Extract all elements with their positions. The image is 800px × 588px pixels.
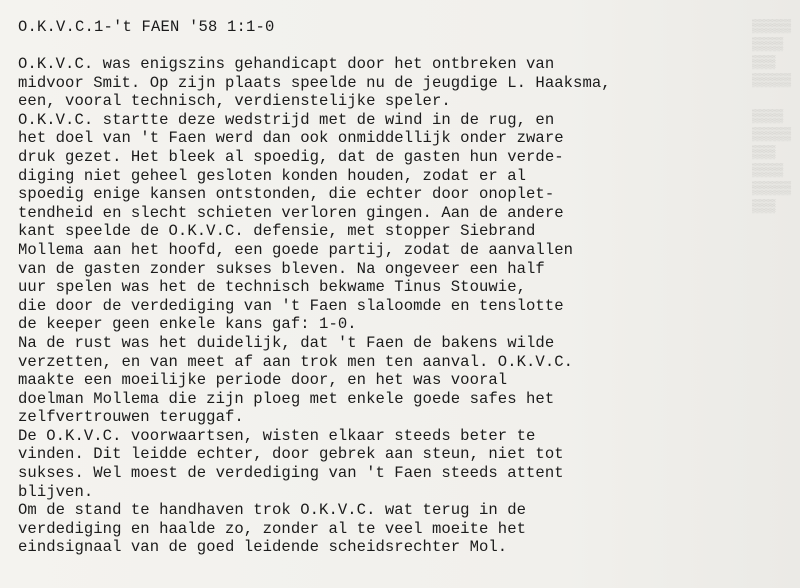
report-line: spoedig enige kansen ontstonden, die echter door onoplet- [18, 185, 555, 204]
report-line: blijven. [18, 482, 94, 501]
report-line: de keeper geen enkele kans gaf: 1-0. [18, 315, 357, 334]
report-line: kant speelde de O.K.V.C. defensie, met stopper Siebrand [18, 222, 536, 241]
report-line: verzetten, en van meet af aan trok men ten aanval. O.K.V.C. [18, 352, 574, 371]
report-line: druk gezet. Het bleek al spoedig, dat de gasten hun verde- [18, 147, 564, 166]
report-line: midvoor Smit. Op zijn plaats speelde nu de jeugdige L. Haaksma, [18, 73, 611, 92]
report-line: sukses. Wel moest de verdediging van 't Faen steeds attent [18, 464, 564, 483]
report-line: zelfvertrouwen teruggaf. [18, 408, 244, 427]
report-line: het doel van 't Faen werd dan ook onmiddellijk onder zware [18, 129, 564, 148]
report-line: een, vooral technisch, verdienstelijke speler. [18, 92, 451, 111]
report-line: tendheid en slecht schieten verloren gingen. Aan de andere [18, 203, 564, 222]
report-line: O.K.V.C. startte deze wedstrijd met de wind in de rug, en [18, 110, 555, 129]
bleed-through-text: ▒▒▒▒▒ ▒▒▒▒ ▒▒▒ ▒▒▒▒▒ ▒▒▒▒ ▒▒▒▒▒ ▒▒▒ ▒▒▒▒ ▒▒▒▒▒ ▒▒▒ [752, 19, 792, 214]
match-report [18, 55, 758, 557]
report-line: van de gasten zonder sukses bleven. Na ongeveer een half [18, 259, 545, 278]
report-line: Mollema aan het hoofd, een goede partij, zodat de aanvallen [18, 240, 574, 259]
match-headline: O.K.V.C.1-'t FAEN '58 1:1-0 [18, 18, 275, 36]
report-line: doelman Mollema die zijn ploeg met enkele goede safes het [18, 389, 555, 408]
report-line: diging niet geheel gesloten konden houden, zodat er al [18, 166, 527, 185]
report-line: uur spelen was het de technisch bekwame Tinus Stouwie, [18, 278, 527, 297]
report-line: Om de stand te handhaven trok O.K.V.C. wat terug in de [18, 501, 527, 520]
report-line: verdediging en haalde zo, zonder al te veel moeite het [18, 519, 527, 538]
report-line: maakte een moeilijke periode door, en het was vooral [18, 371, 508, 390]
report-line: Na de rust was het duidelijk, dat 't Faen de bakens wilde [18, 333, 555, 352]
report-line: De O.K.V.C. voorwaartsen, wisten elkaar steeds beter te [18, 426, 536, 445]
report-line: die door de verdediging van 't Faen slaloomde en tenslotte [18, 296, 564, 315]
report-line: eindsignaal van de goed leidende scheidsrechter Mol. [18, 538, 508, 557]
report-line: O.K.V.C. was enigszins gehandicapt door het ontbreken van [18, 55, 555, 73]
report-line: vinden. Dit leidde echter, door gebrek aan steun, niet tot [18, 445, 564, 464]
